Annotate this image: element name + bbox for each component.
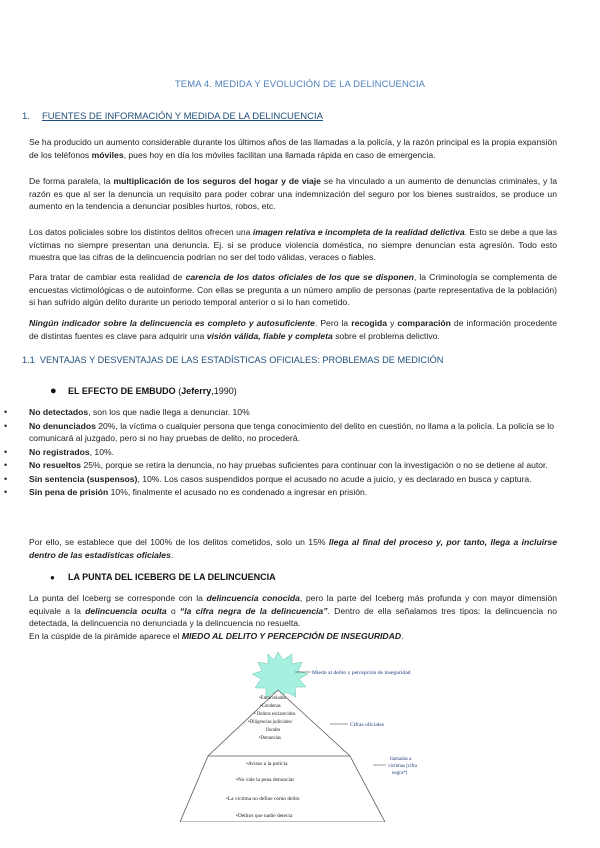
text: Por ello, se establece que del 100% de los delitos cometidos, solo un 15% [29,537,329,547]
list-item [4,486,557,499]
emphasis: carencia de los datos oficiales de los que se disponen [185,272,414,282]
section-title: VENTAJAS Y DESVENTAJAS DE LAS ESTADÍSTICAS OFICIALES: PROBLEMAS DE MEDICIÓN [39,355,444,365]
list-item: •Encarcelados [259,696,287,701]
list-item: •Diligencias judiciales/ [248,720,293,725]
text: . [170,549,174,560]
paragraph-seguros [29,175,557,213]
item-text: , 10%. Los casos suspendidos porque el acusado no acude a juicio, y es declarado en busca y captura. [137,473,532,484]
paragraph-quince-por-ciento [29,536,557,561]
list-item [4,459,557,472]
list-item: •No vale la pena denunciar [236,777,295,783]
text: La punta del Iceberg se corresponde con la [29,593,207,603]
list-item [4,406,557,419]
emphasis: visión válida, fiable y completa [206,330,333,341]
citation-year: ,1990) [211,386,237,396]
list-item: •Denuncias [259,736,281,741]
emphasis: comparación [397,318,451,328]
list-item: •Condenas [260,704,281,709]
list-item: •Delitos que nadie detecta [236,813,293,819]
star-label: Miedo al delito y percepción de inseguridad [312,670,411,676]
iceberg-heading [50,572,276,582]
bullet-icon: • [4,473,8,484]
hidden-label-line3: negra*) [392,771,408,776]
iceberg-figure [180,652,420,822]
emphasis: delincuencia oculta [85,605,167,616]
paragraph-indicadores [29,317,557,342]
list-item: •Avisos a la policía [246,761,288,767]
item-text: 10%, finalmente el acusado no es condenado a ingresar en prisión. [108,487,368,497]
official-label: Cifras oficiales [350,722,385,728]
bullet-icon: ● [50,385,57,397]
citation-author: Jeferry [181,386,212,396]
iceberg-diagram [180,652,420,822]
bullet-icon: • [4,460,8,470]
emphasis: imagen relativa e incompleta de la realidad delictiva [252,227,465,237]
emphasis: Ningún indicador sobre la delincuencia es completo y autosuficiente [29,318,315,328]
text: En la cúspide de la pirámide aparece el [29,630,182,641]
text: sobre el problema delictivo. [332,330,440,341]
subheading-title: LA PUNTA DEL ICEBERG DE LA DELINCUENCIA [68,572,276,582]
text: , pues hoy en día los móviles facilitan una llamada rápida en caso de emergencia. [123,149,436,160]
list-item: fiscales [266,728,281,733]
citation: ( [175,386,182,396]
item-text: , 10%. [89,446,115,457]
text: y [387,318,398,328]
item-text: 25%, porque se retira la denuncia, no hay pruebas suficientes para continuar con la investigación o no se detiene al autor. [81,460,548,470]
bullet-icon: • [4,446,8,457]
bullet-icon: • [4,487,8,497]
item-label: Sin pena de prisión [29,487,109,497]
section-1-heading [22,111,323,122]
text: . Dentro de ella señalamos tres tipos: la delincuencia no detectada, la delincuencia no denunciada y la delincuencia no resuelta. [29,605,557,628]
text: , pero la parte del Iceberg más profunda y con mayor dimensión equivale a la [29,593,558,616]
item-text: 20%, la víctima o cualquier persona que tenga conocimiento del delito en cuestión, no llama a la policía. La policía se lo comunicará al juzgado, pero si no hay pruebas de delito, no procederá. [29,420,554,443]
paragraph-mobiles [29,136,557,161]
hidden-label-line1: llamadas a [390,757,412,762]
text: . [401,630,404,641]
text: . Esto se debe a que las víctimas no siempre presentan una denuncia. Ej. si se produce violencia doméstica, no siempre denuncian esta agresión. Todo esto muestra que las cifras de la delincuencia podrían no ser del todo válidas, veraces o fiables. [29,227,557,262]
emphasis: “la cifra negra de la delincuencia” [179,605,328,616]
emphasis: multiplicación de los seguros del hogar y de viaje [113,176,321,186]
section-title: FUENTES DE INFORMACIÓN Y MEDIDA DE LA DELINCUENCIA [41,111,323,122]
item-label: No resueltos [29,460,82,470]
text: Los datos policiales sobre los distintos delitos ofrecen una [29,227,253,237]
text: se ha vinculado a un aumento de denuncias criminales, y la razón es que al ser la denuncia un requisito para poder cobrar una indemnización del seguro por los bienes sustraídos, se produce un aumento en la tendencia a denunciar posibles hurtos, robos, etc. [29,176,557,211]
bullet-icon: • [4,420,8,431]
list-item [4,473,557,486]
text: Se ha producido un aumento considerable durante los últimos años de las llamadas a la policía, y la razón principal es la propia expansión de los teléfonos [29,137,557,160]
bullet-icon: • [4,407,8,417]
embudo-heading [50,385,237,397]
item-label: No denunciados [29,420,96,431]
emphasis: delincuencia conocida [206,593,300,603]
section-number: 1.1 [22,355,35,365]
embudo-list [4,406,557,499]
paragraph-iceberg [29,592,557,642]
emphasis: móviles [91,149,124,160]
paragraph-encuestas [29,271,557,309]
item-label: Sin sentencia (suspensos) [29,473,138,484]
item-text: , son los que nadie llega a denunciar. 10% [88,407,250,417]
document-title: TEMA 4. MEDIDA Y EVOLUCIÓN DE LA DELINCUENCIA [174,79,426,90]
hidden-label-line2: víctimas (cifra [388,764,418,769]
emphasis: MIEDO AL DELITO Y PERCEPCIÓN DE INSEGURIDAD [181,630,402,641]
text: . Pero la [314,318,352,328]
text: o [166,605,180,616]
text: Para tratar de cambiar esta realidad de [29,272,186,282]
list-item [4,446,557,459]
subheading-title: EL EFECTO DE EMBUDO [68,386,176,396]
item-label: No detectados [29,407,89,417]
list-item: • Delitos esclarecidos [254,712,296,717]
list-item [4,420,557,445]
text: , la Criminología se complementa de encuestas victimológicas o de autoinforme. Con ellas se pregunta a un número amplio de personas (parte representativa de la población) si han sufrido algún delito durante un periodo temporal anterior o si lo han cometido. [29,272,557,307]
section-1-1-heading [22,355,443,365]
paragraph-datos-policiales [29,226,557,264]
text: De forma paralela, la [29,176,114,186]
emphasis: recogida [351,318,388,328]
item-label: No registrados [29,446,90,457]
section-number: 1. [22,111,30,122]
text: de información procedente de distintas fuentes es clave para adquirir una [29,318,557,341]
bullet-icon: ● [50,573,55,582]
list-item: •La víctima no define como delito [226,796,300,802]
emphasis: llega al final del proceso y, por tanto, llega a incluirse dentro de las estadísticas oficiales [29,537,557,560]
